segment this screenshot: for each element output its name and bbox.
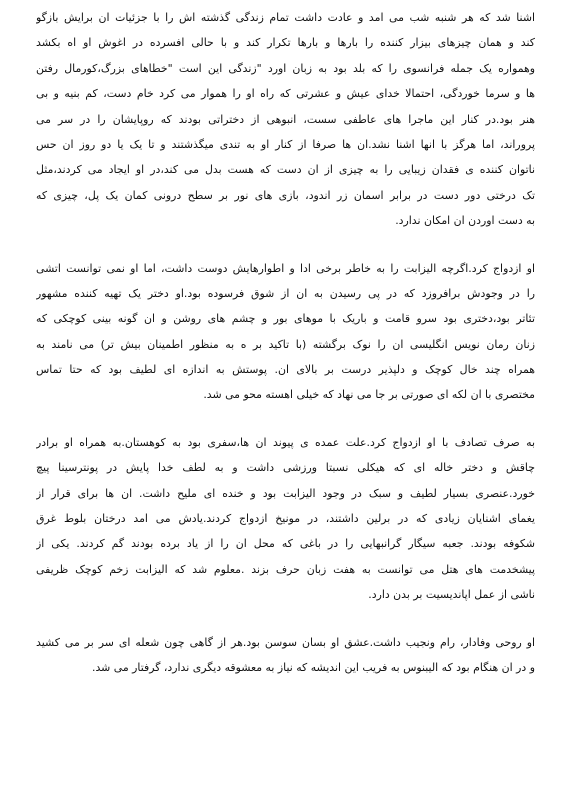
text-line: همراه چند خال کوچک و دلپذیر درست بر بالای ان. پوستش به اندازه ای لطیف بود که حتا تماس: [36, 363, 535, 377]
text-line: او ازدواج کرد.اگرچه الیزابت را به خاطر برخی ادا و اطوارهایش دوست داشت، اما او نمی توانست اتشی: [36, 261, 535, 275]
text-line: تئاتر بود،دختری بود سرو قامت و باریک با موهای بور و چشم های روشن و ان گونه بینی کوچکی که: [36, 312, 535, 326]
text-line: او روحی وفادار، رام ونجیب داشت.عشق او بسان سوسن بود.هر از گاهی چون شعله ای سر بر می کشید: [36, 635, 535, 649]
text-line: پروراند، اما هرگز با انها اشنا نشد.ان ها صرفا از کنار او به تندی میگذشتند و تا یک یا دو روز ان حس: [36, 137, 535, 151]
text-line: شکوفه بودند. جعبه سیگار گرانبهایی را در باغی که محل ان را از یاد برده بودند گم کردند. یکی از: [36, 537, 535, 551]
text-line: ناتوان کننده ی فقدان زیبایی را به چیزی از ان دست که هست بدل می کند،در او ایجاد می کردند،مثل: [36, 163, 535, 177]
text-line: ناشی از عمل اپاندیسیت بر بدن دارد.: [368, 588, 535, 602]
text-line: و در ان هنگام بود که الیبنوس به فریب این اندیشه که نیاز به معشوقه دیگری ندارد، گرفتار می شد.: [91, 660, 535, 674]
text-line: اشنا شد که هر شنبه شب می امد و عادت داشت تمام زندگی گذشته اش را با جزئیات ان برایش بازگو: [36, 11, 535, 24]
text-line: مختصری با ان لکه ای صورتی بر جا می نهاد که خیلی اهسته محو می شد.: [203, 388, 535, 402]
text-line: پیشخدمت های هتل می توانست به هفت زبان حرف بزند .معلوم شد که الیزابت زخم کوچک ظریفی: [36, 562, 535, 576]
text-line: تک درختی دور دست در برابر اسمان زر اندود، بازی های نور بر سطح درونی کمان یک پل، چیزی که: [36, 188, 535, 202]
text-line: کند و همان چیزهای بیزار کننده را بارها و بارها تکرار کند و با حالی افسرده در اغوش او اه بکشد: [36, 36, 535, 50]
text-line: خورد.عنصری بسیار لطیف و سبک در وجود الیزابت بود و خنده ای ملیح داشت. ان ها برای قرار از: [36, 486, 535, 500]
text-line: را در وجودش برافروزد که در پی رسیدن به ان از شوق فرسوده بود.او دختر یک تهیه کننده مشهور: [36, 286, 535, 300]
text-line: ها و سرما خوردگی، احتمالا خدای عیش و عشرتی که راه او را هموار می کرد خام دست، کم بنیه و بی: [36, 87, 535, 101]
text-line: یغمای اشنایان زیادی که در برلین داشتند، در مونیخ ازدواج کردند.یادش می امد درختان بلوط غرق: [36, 512, 535, 526]
text-line: هنر بود.در کنار این ماجرا های عاطفی سست، انبوهی از دختراتی بودند که روپایشان را در سر می: [36, 112, 535, 126]
paragraph-2: [36, 256, 535, 408]
text-line: چاقش و دختر خاله ای که هیکلی نسبتا ورزشی داشت و به لطف خدا پایش در پونترسینا پیچ: [36, 461, 535, 475]
text-line: زنان رمان نویس انگلیسی ان را نوک برگشته (با تاکید بر ه به منظور اطمینان بیش تر) می نامند به: [36, 337, 535, 351]
text-line: به دست اوردن ان امکان ندارد.: [395, 214, 535, 228]
paragraph-3: [36, 430, 535, 608]
text-line: وهمواره یک جمله فرانسوی را که بلد بود به زبان اورد "زندگی این است "خطاهای بزرگ،کورمال رفتن: [36, 61, 535, 75]
paragraph-4: [36, 630, 535, 681]
text-line: به صرف تصادف با او ازدواج کرد.علت عمده ی پیوند ان ها،سفری بود به کوهستان.به همراه او برادر: [36, 435, 535, 449]
paragraph-1: [36, 5, 535, 234]
